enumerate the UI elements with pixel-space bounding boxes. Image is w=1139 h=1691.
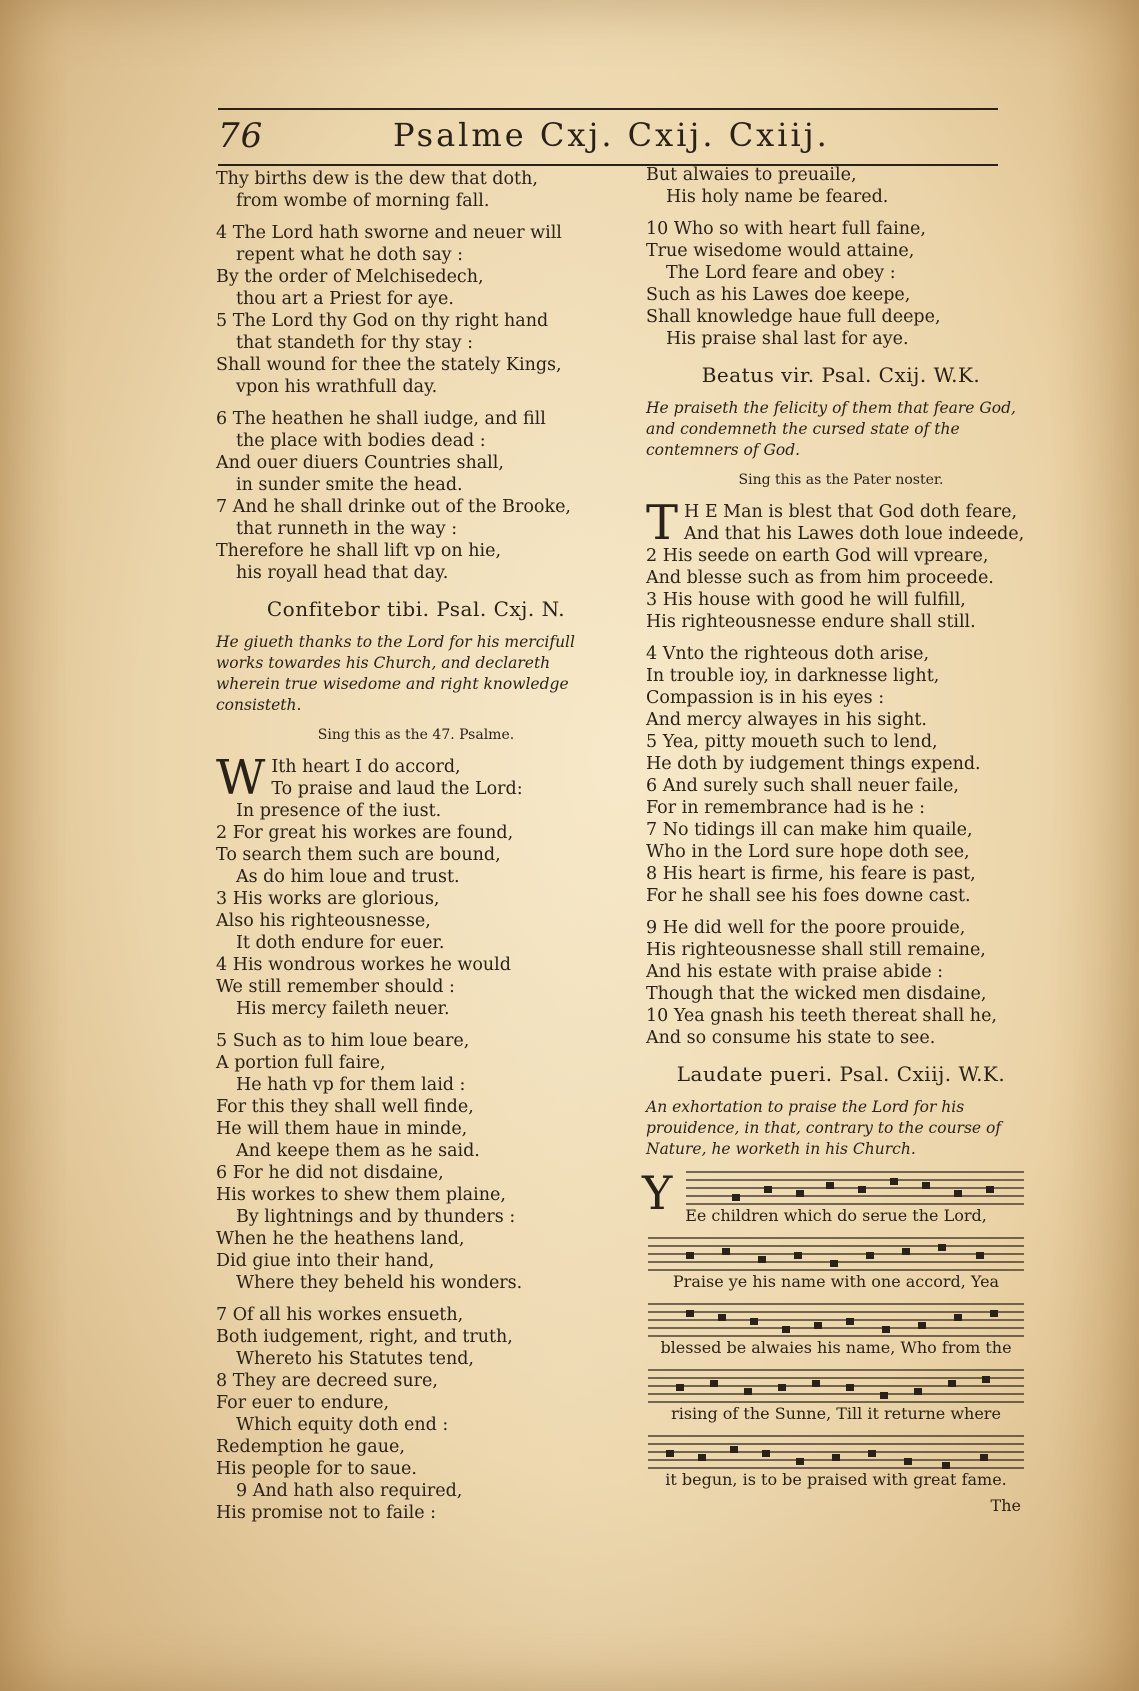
page-header [218, 108, 998, 166]
verse-line: And keepe them as he said. [236, 1141, 480, 1161]
music-notation [642, 1164, 1026, 1494]
verse-line: But alwaies to preuaile, [646, 165, 857, 185]
verse-line: 4 Vnto the righteous doth arise, [646, 644, 930, 664]
verse-line: Also his righteousnesse, [216, 911, 431, 931]
verse-line: We still remember should : [216, 977, 455, 997]
verse-line: For he shall see his foes downe cast. [646, 886, 971, 906]
staff-lines-icon [646, 1296, 1026, 1340]
verse-line: For in remembrance had is he : [646, 798, 926, 818]
verse-line: vpon his wrathfull day. [236, 377, 438, 397]
verse-line: As do him loue and trust. [236, 867, 460, 887]
verse-line: that standeth for thy stay : [236, 333, 473, 353]
verse-line: His holy name be feared. [666, 187, 889, 207]
verse-line: the place with bodies dead : [236, 431, 486, 451]
verse-line: Shall wound for thee the stately Kings, [216, 355, 562, 375]
verse-line: It doth endure for euer. [236, 933, 445, 953]
verse-line: Compassion is in his eyes : [646, 688, 885, 708]
psalm-112-tune: Sing this as the Pater noster. [738, 472, 944, 488]
page-number: 76 [218, 116, 264, 156]
verse-line: 8 His heart is firme, his feare is past, [646, 864, 976, 884]
verse-line: Therefore he shall lift vp on hie, [216, 541, 502, 561]
verse-line: repent what he doth say : [236, 245, 463, 265]
psalm-111-opening [216, 750, 616, 806]
verse-line: Though that the wicked men disdaine, [646, 984, 987, 1004]
verse-line: 10 Yea gnash his teeth thereat shall he, [646, 1006, 997, 1026]
verse-line: He will them haue in minde, [216, 1119, 468, 1139]
verse-line: 10 Who so with heart full faine, [646, 219, 926, 239]
left-column [216, 168, 616, 1524]
verse-line: 3 His works are glorious, [216, 889, 440, 909]
verse-line: For this they shall well finde, [216, 1097, 474, 1117]
verse-line: that runneth in the way : [236, 519, 458, 539]
verse-line: Did giue into their hand, [216, 1251, 435, 1271]
verse-line: 6 The heathen he shall iudge, and fill [216, 409, 546, 429]
verse-line: 4 His wondrous workes he would [216, 955, 511, 975]
verse-line: 5 The Lord thy God on thy right hand [216, 311, 549, 331]
verse-line: His righteousnesse shall still remaine, [646, 940, 986, 960]
verse-line: For euer to endure, [216, 1393, 390, 1413]
music-staff [646, 1428, 1026, 1494]
verse-line: And blesse such as from him proceede. [646, 568, 994, 588]
verse-line: 4 The Lord hath sworne and neuer will [216, 223, 562, 243]
verse-line: When he the heathens land, [216, 1229, 465, 1249]
verse-line: 5 Yea, pitty moueth such to lend, [646, 732, 938, 752]
verse-line: His workes to shew them plaine, [216, 1185, 506, 1205]
verse-line: Whereto his Statutes tend, [236, 1349, 474, 1369]
drop-cap: W [216, 750, 266, 806]
drop-cap: Y [642, 1166, 673, 1220]
verse-line: Shall knowledge haue full deepe, [646, 307, 941, 327]
verse-line: And so consume his state to see. [646, 1028, 936, 1048]
verse-line: And his estate with praise abide : [646, 962, 944, 982]
staff-lines-icon [646, 1362, 1026, 1406]
verse-line: in sunder smite the head. [236, 475, 463, 495]
verse-line: thou art a Priest for aye. [236, 289, 454, 309]
verse-line: And mercy alwayes in his sight. [646, 710, 927, 730]
verse-line: In trouble ioy, in darknesse light, [646, 666, 940, 686]
verse-line: His mercy faileth neuer. [236, 999, 450, 1019]
verse-line: 7 No tidings ill can make him quaile, [646, 820, 973, 840]
drop-cap: T [646, 495, 679, 551]
verse-line: 2 For great his workes are found, [216, 823, 514, 843]
verse-line: 2 His seede on earth God will vpreare, [646, 546, 989, 566]
psalm-113-heading: Laudate pueri. Psal. Cxiij. W.K. [676, 1062, 1006, 1086]
staff-lines-icon [646, 1230, 1026, 1274]
verse-line: Both iudgement, right, and truth, [216, 1327, 513, 1347]
verse-line: 7 Of all his workes ensueth, [216, 1305, 464, 1325]
verse-line: His praise shal last for aye. [666, 329, 909, 349]
verse-line: His promise not to faile : [216, 1503, 437, 1523]
verse-line: Redemption he gaue, [216, 1437, 405, 1457]
music-staff [646, 1362, 1026, 1428]
music-lyric: blessed be alwaies his name, Who from the [660, 1338, 1012, 1357]
psalm-111-heading: Confitebor tibi. Psal. Cxj. N. [266, 597, 566, 621]
verse-line: His people for to saue. [216, 1459, 417, 1479]
psalm-113-argument: An exhortation to praise the Lord for his prouidence, in that, contrary to the course of Nature, he worketh in his Church. [646, 1098, 1002, 1158]
verse-line: 9 He did well for the poore prouide, [646, 918, 966, 938]
music-lyric: Ee children which do serue the Lord, [685, 1206, 987, 1225]
verse-line: His righteousnesse endure shall still. [646, 612, 976, 632]
psalm-112-argument: He praiseth the felicity of them that feare God, and condemneth the cursed state of the contemners of God. [646, 399, 1016, 459]
right-column [646, 164, 1036, 1166]
staff-lines-icon [646, 1428, 1026, 1472]
verse-line: By lightnings and by thunders : [236, 1207, 516, 1227]
verse-line: And that his Lawes doth loue indeede, [684, 524, 1025, 544]
verse-line: 9 And hath also required, [236, 1481, 463, 1501]
verse-line: Ith heart I do accord, [271, 757, 461, 777]
verse-line: He hath vp for them laid : [236, 1075, 466, 1095]
staff-lines-icon [646, 1164, 1026, 1208]
music-staff [646, 1296, 1026, 1362]
verse-line: He doth by iudgement things expend. [646, 754, 981, 774]
verse-line: In presence of the iust. [236, 801, 442, 821]
verse-line: Which equity doth end : [236, 1415, 449, 1435]
verse-line: 3 His house with good he will fulfill, [646, 590, 966, 610]
verse-line: To search them such are bound, [216, 845, 501, 865]
music-lyric: it begun, is to be praised with great fame. [665, 1470, 1007, 1489]
verse-line: his royall head that day. [236, 563, 449, 583]
music-staff [646, 1164, 1026, 1230]
verse-line: 7 And he shall drinke out of the Brooke, [216, 497, 571, 517]
catchword: The [990, 1496, 1021, 1515]
verse-line: True wisedome would attaine, [646, 241, 915, 261]
psalm-112-heading: Beatus vir. Psal. Cxij. W.K. [701, 363, 981, 387]
running-head: Psalme Cxj. Cxij. Cxiij. [393, 116, 830, 154]
verse-line: Such as his Lawes doe keepe, [646, 285, 911, 305]
verse-line: To praise and laud the Lord: [271, 779, 523, 799]
verse-line: Who in the Lord sure hope doth see, [646, 842, 970, 862]
psalm-111-tune: Sing this as the 47. Psalme. [317, 727, 515, 743]
music-lyric: rising of the Sunne, Till it returne where [671, 1404, 1001, 1423]
music-staff [646, 1230, 1026, 1296]
verse-line: 6 For he did not disdaine, [216, 1163, 444, 1183]
verse-line: And ouer diuers Countries shall, [216, 453, 504, 473]
verse-line: 6 And surely such shall neuer faile, [646, 776, 959, 796]
psalm-111-argument: He giueth thanks to the Lord for his mercifull works towardes his Church, and declareth wherein true wisedome and right knowledge consisteth. [216, 633, 575, 714]
verse-line: from wombe of morning fall. [236, 191, 490, 211]
verse-line: 5 Such as to him loue beare, [216, 1031, 470, 1051]
verse-line: Where they beheld his wonders. [236, 1273, 523, 1293]
verse-line: By the order of Melchisedech, [216, 267, 484, 287]
psalm-112-opening [646, 495, 1036, 551]
verse-line: The Lord feare and obey : [666, 263, 896, 283]
verse-line: 8 They are decreed sure, [216, 1371, 438, 1391]
verse-line: H E Man is blest that God doth feare, [684, 502, 1018, 522]
music-lyric: Praise ye his name with one accord, Yea [672, 1272, 1000, 1291]
verse-line: A portion full faire, [216, 1053, 386, 1073]
verse-line: Thy births dew is the dew that doth, [216, 169, 538, 189]
